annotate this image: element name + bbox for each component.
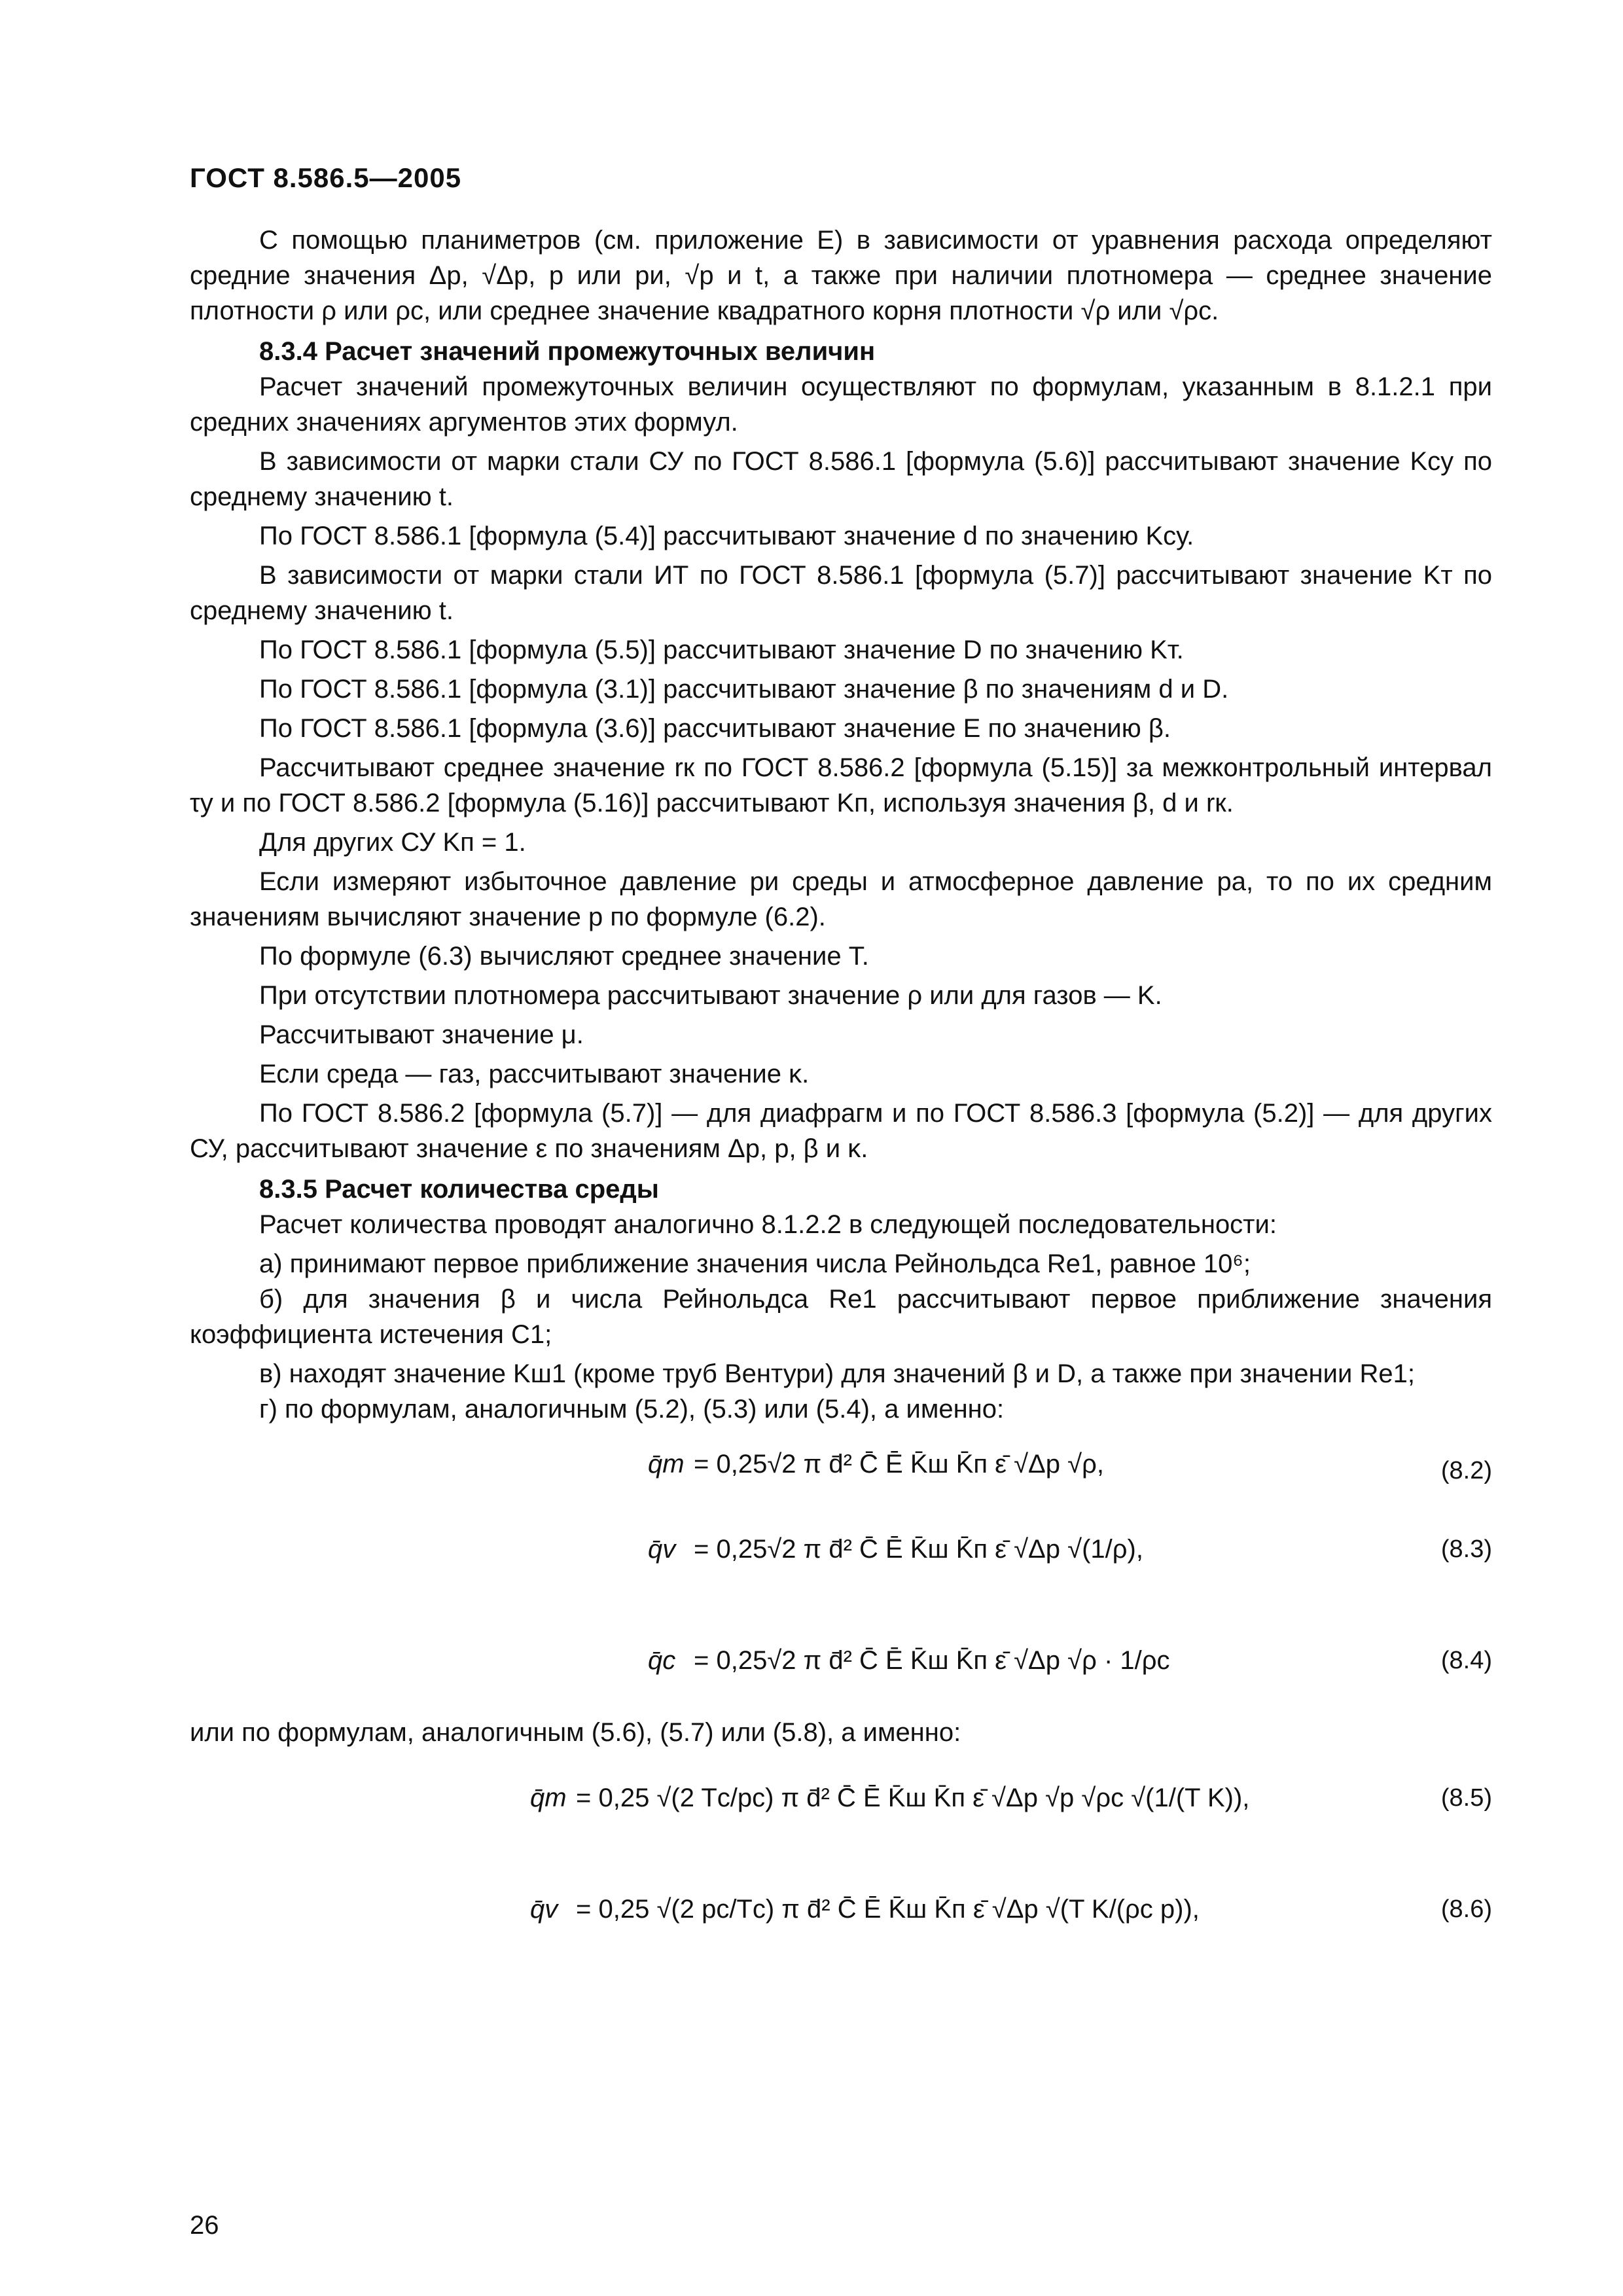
formula-lhs: q̄m xyxy=(530,1784,567,1812)
list-item: г) по формулам, аналогичным (5.2), (5.3) или (5.4), а именно: xyxy=(259,1395,1005,1424)
formula-8-3-graphic xyxy=(648,1505,1302,1604)
formula-number: (8.4) xyxy=(1440,1647,1492,1674)
formula-8-3 xyxy=(190,1505,1492,1617)
formula-lhs: q̄с xyxy=(648,1646,676,1675)
page-number: 26 xyxy=(190,2211,219,2240)
paragraph: Расчет количества проводят аналогично 8.1.2.2 в следующей последовательности: xyxy=(259,1210,1277,1239)
paragraph: В зависимости от марки стали ИТ по ГОСТ 8.586.1 [формула (5.7)] рассчитывают значение Kт по среднему значению t. xyxy=(190,561,1492,625)
paragraph: По ГОСТ 8.586.1 [формула (5.5)] рассчитывают значение D по значению Kт. xyxy=(259,636,1184,664)
paragraph: Если измеряют избыточное давление pи среды и атмосферное давление pа, то по их средним значениям вычисляют значение p по формуле (6.2). xyxy=(190,867,1492,931)
formula-rhs: = 0,25√2 π d̄² C̄ Ē K̄ш K̄п ε̄ √Δp √(1/ρ), xyxy=(694,1535,1143,1564)
formula-8-4-graphic xyxy=(648,1617,1302,1708)
list-item: а) принимают первое приближение значения числа Рейнольдса Re1, равное 10⁶; xyxy=(259,1249,1251,1278)
formula-8-5-graphic xyxy=(530,1754,1381,1852)
paragraph: или по формулам, аналогичным (5.6), (5.7) или (5.8), а именно: xyxy=(190,1718,961,1747)
formula-number: (8.6) xyxy=(1440,1895,1492,1923)
list-item: в) находят значение Kш1 (кроме труб Вентури) для значений β и D, а также при значении Re1; xyxy=(259,1359,1415,1388)
paragraph: По ГОСТ 8.586.1 [формула (3.6)] рассчитывают значение E по значению β. xyxy=(259,714,1171,743)
section-heading-8-3-4: 8.3.4 Расчет значений промежуточных величин xyxy=(259,337,876,366)
paragraph: По формуле (6.3) вычисляют среднее значение T. xyxy=(259,942,869,971)
formula-8-4 xyxy=(190,1617,1492,1715)
intro-paragraph: С помощью планиметров (см. приложение Е) в зависимости от уравнения расхода определяют средние значения Δp, √Δp, p или pи, √p и t, а также при наличии плотномера — среднее значение плотности ρ или ρс, или среднее значение квадратного корня плотности √ρ или √ρс. xyxy=(190,226,1492,325)
paragraph: Рассчитывают среднее значение rк по ГОСТ 8.586.2 [формула (5.15)] за межконтрольный интервал τу и по ГОСТ 8.586.2 [формула (5.16)] рассчитывают Kп, используя значения β, d и rк. xyxy=(190,753,1492,817)
formula-lhs: q̄m xyxy=(648,1450,685,1479)
list-item: б) для значения β и числа Рейнольдса Re1 рассчитывают первое приближение значения коэффициента истечения C1; xyxy=(190,1285,1492,1349)
formula-rhs: = 0,25 √(2 pс/Tс) π d̄² C̄ Ē K̄ш K̄п ε̄ √Δp √(T K/(ρс p)), xyxy=(576,1895,1200,1924)
paragraph: Для других СУ Kп = 1. xyxy=(259,828,526,857)
paragraph: Если среда — газ, рассчитывают значение κ. xyxy=(259,1060,810,1088)
paragraph: Рассчитывают значение μ. xyxy=(259,1020,584,1049)
formula-number: (8.2) xyxy=(1440,1457,1492,1484)
paragraph: В зависимости от марки стали СУ по ГОСТ 8.586.1 [формула (5.6)] рассчитывают значение Kсу по среднему значению t. xyxy=(190,447,1492,511)
section-heading-8-3-5: 8.3.5 Расчет количества среды xyxy=(259,1175,659,1204)
formula-lhs: q̄v xyxy=(530,1895,558,1924)
formula-number: (8.3) xyxy=(1440,1535,1492,1563)
formula-rhs: = 0,25√2 π d̄² C̄ Ē K̄ш K̄п ε̄ √Δp √ρ · 1/ρс xyxy=(694,1646,1170,1675)
formula-8-2-graphic xyxy=(648,1427,1302,1499)
doc-header: ГОСТ 8.586.5—2005 xyxy=(190,162,462,193)
formula-8-2 xyxy=(190,1427,1492,1505)
paragraph: При отсутствии плотномера рассчитывают значение ρ или для газов — K. xyxy=(259,981,1162,1010)
formula-rhs: = 0,25 √(2 Tс/pс) π d̄² C̄ Ē K̄ш K̄п ε̄ √Δp √p √ρс √(1/(T K)), xyxy=(576,1784,1250,1812)
formula-8-6 xyxy=(190,1865,1492,1977)
formula-number: (8.5) xyxy=(1440,1784,1492,1812)
paragraph: По ГОСТ 8.586.1 [формула (3.1)] рассчитывают значение β по значениям d и D. xyxy=(259,675,1229,704)
formula-8-6-graphic xyxy=(530,1865,1381,1964)
formula-rhs: = 0,25√2 π d̄² C̄ Ē K̄ш K̄п ε̄ √Δp √ρ, xyxy=(694,1450,1104,1479)
page-body xyxy=(190,223,1492,1977)
paragraph: По ГОСТ 8.586.1 [формула (5.4)] рассчитывают значение d по значению Kсу. xyxy=(259,522,1194,550)
paragraph: По ГОСТ 8.586.2 [формула (5.7)] — для диафрагм и по ГОСТ 8.586.3 [формула (5.2)] — для других СУ, рассчитывают значение ε по значениям Δp, p, β и κ. xyxy=(190,1099,1492,1163)
formula-lhs: q̄v xyxy=(648,1535,676,1564)
paragraph: Расчет значений промежуточных величин осуществляют по формулам, указанным в 8.1.2.1 при средних значениях аргументов этих формул. xyxy=(190,372,1492,437)
formula-8-5 xyxy=(190,1754,1492,1865)
